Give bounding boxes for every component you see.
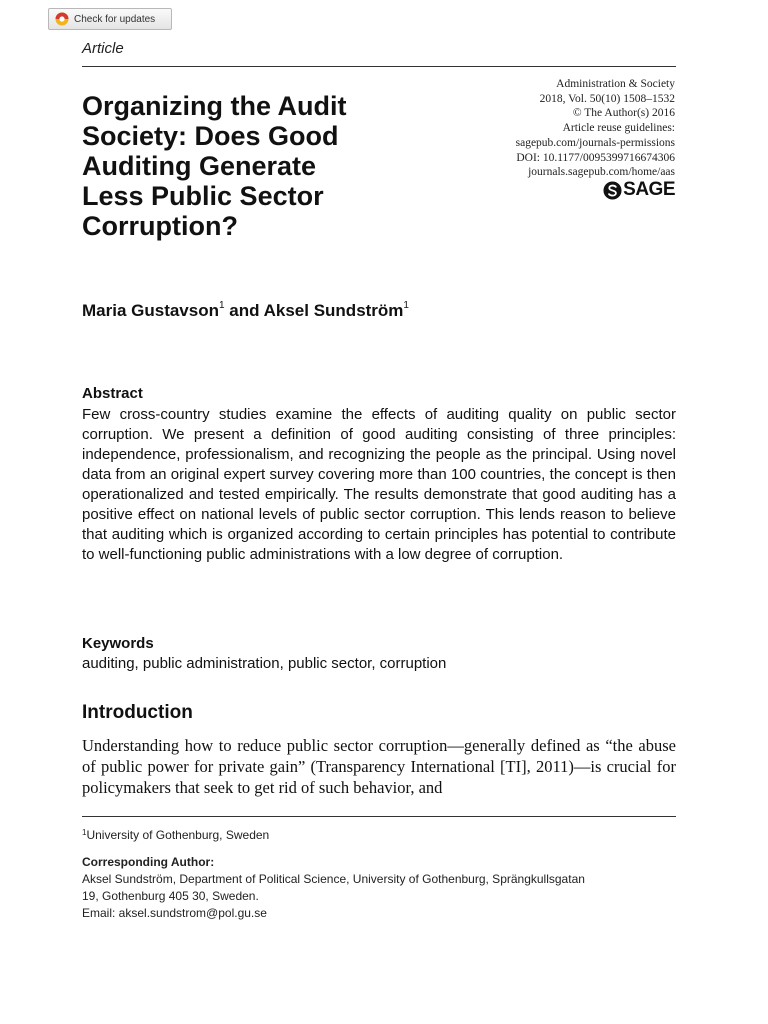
title-line: Less Public Sector xyxy=(82,181,324,211)
abstract-heading: Abstract xyxy=(82,385,143,402)
author-connector: and xyxy=(224,301,264,320)
journal-homepage-link[interactable]: journals.sagepub.com/home/aas xyxy=(528,166,675,179)
corresponding-author-heading: Corresponding Author: xyxy=(82,855,215,869)
affiliation-text: University of Gothenburg, Sweden xyxy=(86,828,270,842)
author-line xyxy=(82,301,409,321)
keywords-heading: Keywords xyxy=(82,635,154,652)
title-line: Auditing Generate xyxy=(82,151,317,181)
journal-name: Administration & Society xyxy=(556,78,675,90)
article-title xyxy=(82,91,412,241)
affiliation-mark: 1 xyxy=(82,828,87,837)
corresponding-author-details xyxy=(82,871,682,922)
affiliation-mark: 1 xyxy=(403,300,409,311)
sage-logo xyxy=(603,180,675,200)
title-line: Society: Does Good xyxy=(82,121,339,151)
journal-info xyxy=(516,77,675,180)
title-line: Organizing the Audit xyxy=(82,91,347,121)
permissions-link[interactable]: sagepub.com/journals-permissions xyxy=(515,136,675,149)
check-for-updates-label: Check for updates xyxy=(74,13,156,25)
sage-wordmark: SAGE xyxy=(623,179,675,200)
affiliation-mark: 1 xyxy=(219,300,225,311)
copyright: © The Author(s) 2016 xyxy=(572,107,675,120)
doi-link[interactable]: DOI: 10.1177/0095399716674306 xyxy=(516,151,675,164)
author-name: Aksel Sundström xyxy=(263,301,404,320)
corresponding-address-line: Aksel Sundström, Department of Political Science, University of Gothenburg, Sprängkullsgatan xyxy=(82,872,585,886)
corresponding-email[interactable]: Email: aksel.sundstrom@pol.gu.se xyxy=(82,906,267,920)
title-line: Corruption? xyxy=(82,211,238,241)
article-type-label: Article xyxy=(82,40,124,57)
introduction-heading: Introduction xyxy=(82,702,193,723)
footnote-divider xyxy=(82,816,676,817)
affiliation-footnote xyxy=(82,828,269,842)
abstract-text: Few cross-country studies examine the effects of auditing quality on public sector corruption. We present a definition of good auditing consisting of three principles: independence, professionalism, and recognizing the people as the principal. Using novel data from an original expert survey covering more than 100 countries, the concept is then operationalized and tested empirically. The results demonstrate that good auditing has a positive effect on national levels of public sector corruption. This lends reason to believe that auditing which is organized according to certain principles has potential to contribute to well-functioning public administrations with a low degree of corruption. xyxy=(82,406,676,563)
introduction-text: Understanding how to reduce public sector corruption—generally defined as “the abuse of public power for private gain” (Transparency International [TI], 2011)—is crucial for policymakers that seek to get rid of such behavior, and xyxy=(82,736,676,797)
author-name: Maria Gustavson xyxy=(82,301,219,320)
header-divider xyxy=(82,66,676,67)
crossmark-icon xyxy=(55,12,69,26)
sage-s-icon xyxy=(603,181,622,200)
reuse-guidelines-label: Article reuse guidelines: xyxy=(562,122,675,135)
corresponding-address-line: 19, Gothenburg 405 30, Sweden. xyxy=(82,889,259,903)
keywords-text: auditing, public administration, public sector, corruption xyxy=(82,655,447,672)
check-for-updates-button[interactable] xyxy=(48,8,172,30)
journal-volume: 2018, Vol. 50(10) 1508–1532 xyxy=(539,92,675,105)
